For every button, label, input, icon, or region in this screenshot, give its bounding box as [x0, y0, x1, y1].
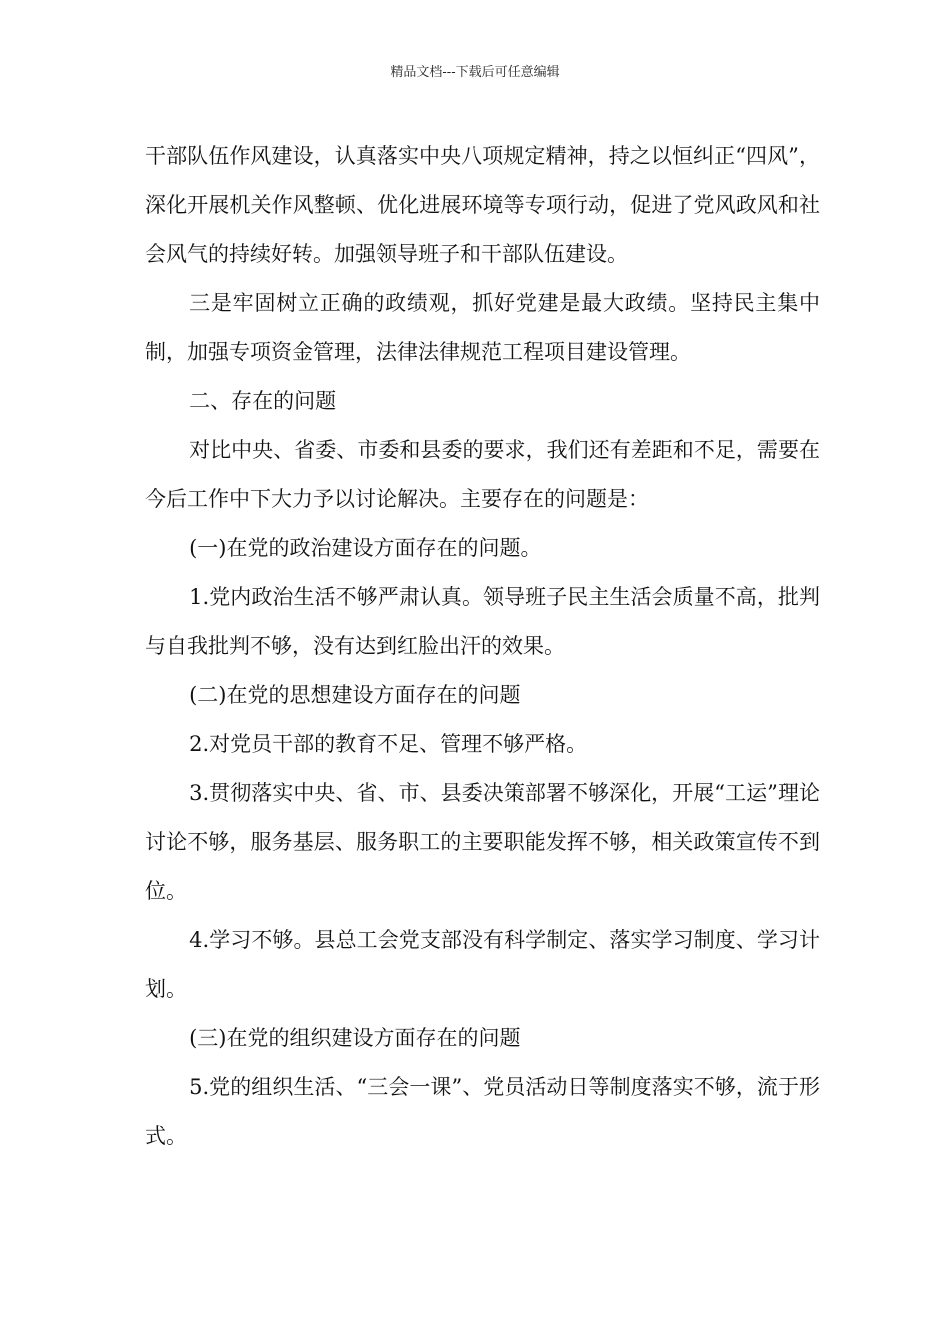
- paragraph: 干部队伍作风建设，认真落实中央八项规定精神，持之以恒纠正“四风”，深化开展机关作风整顿、优化进展环境等专项行动，促进了党风政风和社会风气的持续好转。加强领导班子和干部队伍建设。: [145, 144, 820, 266]
- subsection-heading: (三)在党的组织建设方面存在的问题: [189, 1026, 521, 1050]
- paragraph: 5.党的组织生活、“三会一课”、党员活动日等制度落实不够，流于形式。: [145, 1075, 820, 1148]
- section-heading: 二、存在的问题: [189, 389, 337, 413]
- paragraph: 4.学习不够。县总工会党支部没有科学制定、落实学习制度、学习计划。: [145, 928, 820, 1001]
- paragraph: 1.党内政治生活不够严肃认真。领导班子民主生活会质量不高，批判与自我批判不够，没有达到红脸出汗的效果。: [145, 585, 820, 658]
- paragraph: 三是牢固树立正确的政绩观，抓好党建是最大政绩。坚持民主集中制，加强专项资金管理，法律法律规范工程项目建设管理。: [145, 291, 820, 364]
- document-body: [145, 132, 820, 1161]
- paragraph: 对比中央、省委、市委和县委的要求，我们还有差距和不足，需要在今后工作中下大力予以讨论解决。主要存在的问题是：: [145, 438, 820, 511]
- paragraph: 3.贯彻落实中央、省、市、县委决策部署不够深化，开展“工运”理论讨论不够，服务基层、服务职工的主要职能发挥不够，相关政策宣传不到位。: [145, 781, 820, 903]
- subsection-heading: (二)在党的思想建设方面存在的问题: [189, 683, 521, 707]
- page-header: 精品文档---下载后可任意编辑: [390, 65, 560, 80]
- subsection-heading: (一)在党的政治建设方面存在的问题。: [189, 536, 542, 560]
- paragraph: 2.对党员干部的教育不足、管理不够严格。: [189, 732, 588, 756]
